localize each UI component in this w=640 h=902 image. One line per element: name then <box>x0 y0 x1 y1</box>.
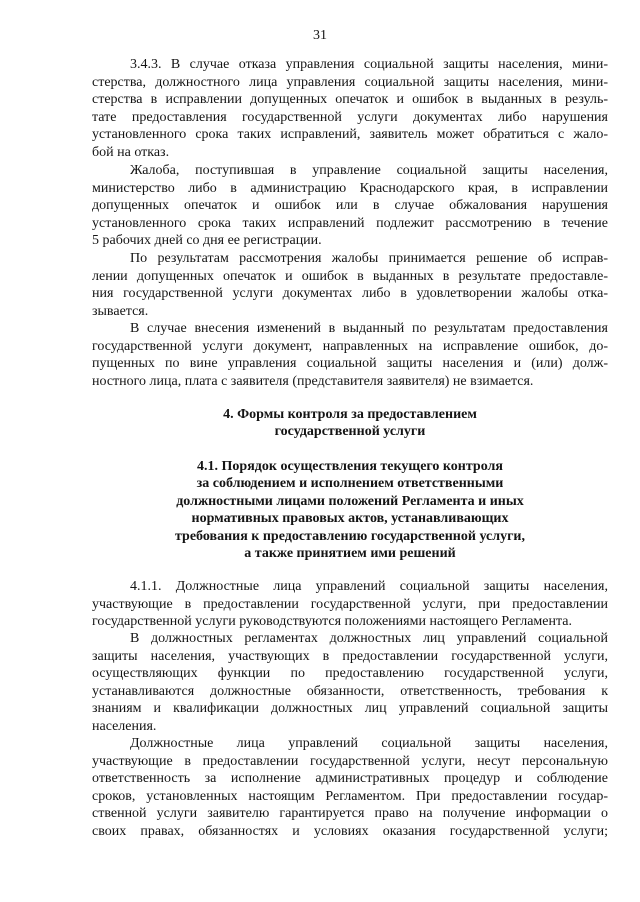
text-line: 4.1.1. Должностные лица управлений социальной защиты населения, <box>130 579 608 594</box>
text-line: участвующие в предоставлении государственной услуги, несут персональную <box>92 753 608 769</box>
heading-line: 4. Формы контроля за предоставлением <box>223 407 477 422</box>
text-line: установленного срока таких исправлений подлежит рассмотрению в течение <box>92 215 608 231</box>
text-line: своих правах, обязанностях и условиях оказания государственной услуги; <box>92 823 608 839</box>
text-line: 5 рабочих дней со дня ее регистрации. <box>92 233 322 249</box>
text-line: По результатам рассмотрения жалобы принимается решение об исправ- <box>130 251 608 266</box>
heading-line: требования к предоставлению государственной услуги, <box>175 528 525 544</box>
text-line: допущенных опечаток и ошибок или в случае обжалования нарушения <box>92 198 608 214</box>
text-line: пущенных по вине управления социальной защиты населения и (или) долж- <box>92 356 608 372</box>
text-line: лении допущенных опечаток и ошибок в выданных в результате предоставле- <box>92 268 608 284</box>
text-line: зывается. <box>92 303 149 319</box>
heading-line: государственной услуги <box>274 424 426 440</box>
heading-line: 4.1. Порядок осуществления текущего контроля <box>197 459 503 474</box>
text-line: ностного лица, плата с заявителя (представителя заявителя) не взимается. <box>92 373 534 389</box>
text-line: бой на отказ. <box>92 144 170 160</box>
heading-line: за соблюдением и исполнением ответственными <box>196 476 504 492</box>
text-line: государственной услуги документ, направленных на исправление ошибок, до- <box>92 338 608 354</box>
paragraph-3-4-3 <box>92 56 608 162</box>
text-line: Должностные лица управлений социальной защиты населения, <box>130 736 608 751</box>
paragraph-responsibility <box>92 735 608 841</box>
text-line: сроков, установленных настоящим Регламентом. При предоставлении государ- <box>92 788 608 804</box>
subsection-heading <box>92 458 608 562</box>
text-line: знаниям и квалификации должностных лиц управлений социальной защиты <box>92 701 608 717</box>
section-heading <box>92 406 608 441</box>
heading-line: а также принятием ими решений <box>244 546 456 562</box>
text-line: осуществляющих функции по предоставлению государственной услуги, <box>92 666 608 682</box>
text-line: 3.4.3. В случае отказа управления социальной защиты населения, мини- <box>130 57 608 72</box>
paragraph-decision <box>92 250 608 320</box>
page-number: 31 <box>313 28 327 43</box>
text-line: населения. <box>92 718 157 734</box>
text-line: В случае внесения изменений в выданный по результатам предоставления <box>130 321 608 336</box>
text-line: ответственность за исполнение административных процедур и соблюдение <box>92 771 608 787</box>
text-line: ственной услуги заявителю гарантируется право на получение информации о <box>92 806 608 822</box>
heading-line: нормативных правовых актов, устанавливающих <box>191 511 509 527</box>
paragraph-regulations <box>92 630 608 736</box>
text-line: защиты населения, участвующих в предоставлении государственной услуги, <box>92 648 608 664</box>
text-line: государственной услуги руководствуются положениями настоящего Регламента. <box>92 614 572 630</box>
paragraph-complaint <box>92 162 608 250</box>
text-line: Жалоба, поступившая в управление социальной защиты населения, <box>130 163 608 178</box>
text-line: ния государственной услуги документах либо в удовлетворении жалобы отка- <box>92 286 608 302</box>
heading-line: должностными лицами положений Регламента и иных <box>176 493 524 509</box>
text-line: стерства, должностного лица управления социальной защиты населения, мини- <box>92 74 608 90</box>
text-line: устанавливаются должностные обязанности, ответственность, требования к <box>92 683 608 699</box>
text-line: стерства в исправлении допущенных опечаток и ошибок в выданных в резуль- <box>92 92 608 108</box>
paragraph-fee <box>92 320 608 390</box>
text-line: участвующие в предоставлении государственной услуги, при предоставлении <box>92 596 608 612</box>
text-line: тате предоставления государственной услуги документах либо нарушения <box>92 109 608 125</box>
text-line: В должностных регламентах должностных лиц управлений социальной <box>130 631 608 646</box>
text-line: установленного срока таких исправлений, заявитель может обратиться с жало- <box>92 127 608 143</box>
text-line: министерство либо в администрацию Краснодарского края, в исправлении <box>92 180 608 196</box>
paragraph-4-1-1 <box>92 578 608 631</box>
